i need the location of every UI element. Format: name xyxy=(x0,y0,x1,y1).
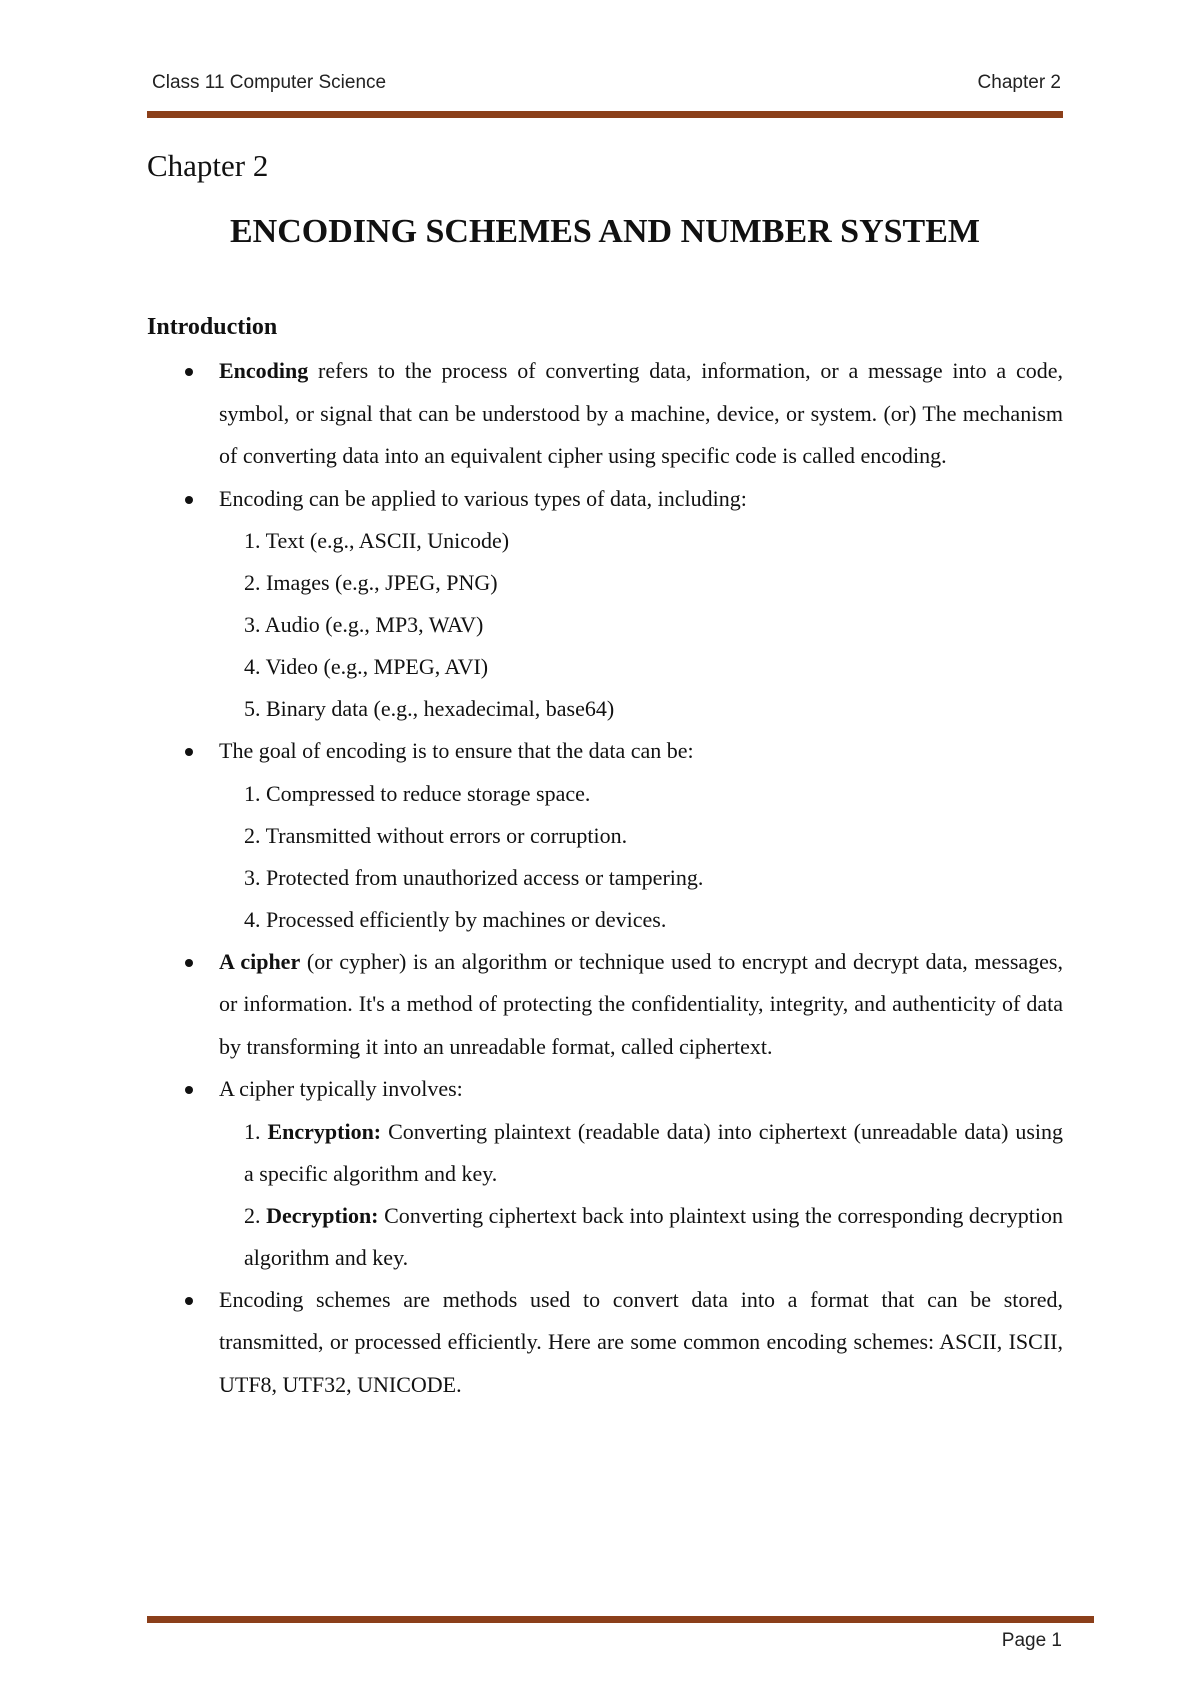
list-item: 1. Compressed to reduce storage space. xyxy=(244,780,591,806)
list-number: 1. xyxy=(244,1118,268,1144)
bullet-encoding-definition xyxy=(147,350,1063,478)
encryption-text: Converting plaintext (readable data) into ciphertext (unreadable data) using a specific algorithm and key. xyxy=(244,1118,1064,1186)
list-item: 1. Text (e.g., ASCII, Unicode) xyxy=(244,528,510,553)
bullet-data-types xyxy=(147,478,1063,731)
list-item: 2. Transmitted without errors or corruption. xyxy=(244,822,628,848)
cipher-definition-text: (or cypher) is an algorithm or technique used to encrypt and decrypt data, messages, or information. It's a method of protecting the confidentiality, integrity, and authenticity of data by transforming it into an unreadable format, called ciphertext. xyxy=(219,948,1063,1059)
list-item-decryption xyxy=(219,1195,1063,1279)
list-item: 4. Processed efficiently by machines or devices. xyxy=(244,906,667,932)
decryption-text: Converting ciphertext back into plaintext using the corresponding decryption algorithm and key. xyxy=(244,1202,1063,1270)
page-content xyxy=(147,146,1063,1406)
list-item: 2. Images (e.g., JPEG, PNG) xyxy=(244,570,498,595)
header-chapter: Chapter 2 xyxy=(977,72,1061,93)
list-number: 2. xyxy=(244,1202,267,1228)
term-encoding: Encoding xyxy=(219,358,309,383)
bullet-text: The goal of encoding is to ensure that the data can be: xyxy=(219,738,694,763)
encoding-definition-text: refers to the process of converting data, information, or a message into a code, symbol, or signal that can be understood by a machine, device, or system. (or) The mechanism of converting data into an equivalent cipher using specific code is called encoding. xyxy=(219,358,1063,468)
bullet-dot-icon xyxy=(185,959,193,967)
intro-bullet-list xyxy=(147,350,1063,1406)
list-item: 5. Binary data (e.g., hexadecimal, base64) xyxy=(244,696,615,721)
term-decryption: Decryption: xyxy=(266,1202,379,1228)
bullet-encoding-schemes xyxy=(147,1279,1063,1407)
list-item: 3. Audio (e.g., MP3, WAV) xyxy=(244,612,484,637)
bullet-encoding-goals xyxy=(147,730,1063,941)
bullet-dot-icon xyxy=(185,496,193,504)
bullet-dot-icon xyxy=(185,1086,193,1094)
list-item: 4. Video (e.g., MPEG, AVI) xyxy=(244,654,489,679)
bullet-cipher-involves xyxy=(147,1068,1063,1279)
bullet-text xyxy=(219,350,1063,478)
page-title: ENCODING SCHEMES AND NUMBER SYSTEM xyxy=(230,213,980,250)
header-course: Class 11 Computer Science xyxy=(152,72,387,93)
list-item: 3. Protected from unauthorized access or tampering. xyxy=(244,864,704,890)
term-encryption: Encryption: xyxy=(267,1118,382,1144)
page-number: Page 1 xyxy=(1001,1630,1062,1651)
header-divider xyxy=(147,111,1063,118)
bullet-text: Encoding can be applied to various types of data, including: xyxy=(219,485,747,511)
section-heading-introduction: Introduction xyxy=(147,314,278,340)
bullet-text: A cipher typically involves: xyxy=(219,1076,463,1101)
bullet-dot-icon xyxy=(185,368,193,376)
bullet-cipher-definition xyxy=(147,941,1063,1069)
term-cipher: A cipher xyxy=(219,948,301,974)
list-item-encryption xyxy=(219,1111,1063,1195)
footer-divider xyxy=(147,1616,1094,1623)
page-header xyxy=(147,72,1061,98)
chapter-label: Chapter 2 xyxy=(147,148,269,183)
bullet-dot-icon xyxy=(185,1297,193,1305)
bullet-text xyxy=(219,941,1063,1069)
bullet-dot-icon xyxy=(185,748,193,756)
bullet-text: Encoding schemes are methods used to convert data into a format that can be stored, transmitted, or processed efficiently. Here are some common encoding schemes: ASCII, ISCII, UTF8, UTF32, UNICODE. xyxy=(219,1286,1063,1397)
